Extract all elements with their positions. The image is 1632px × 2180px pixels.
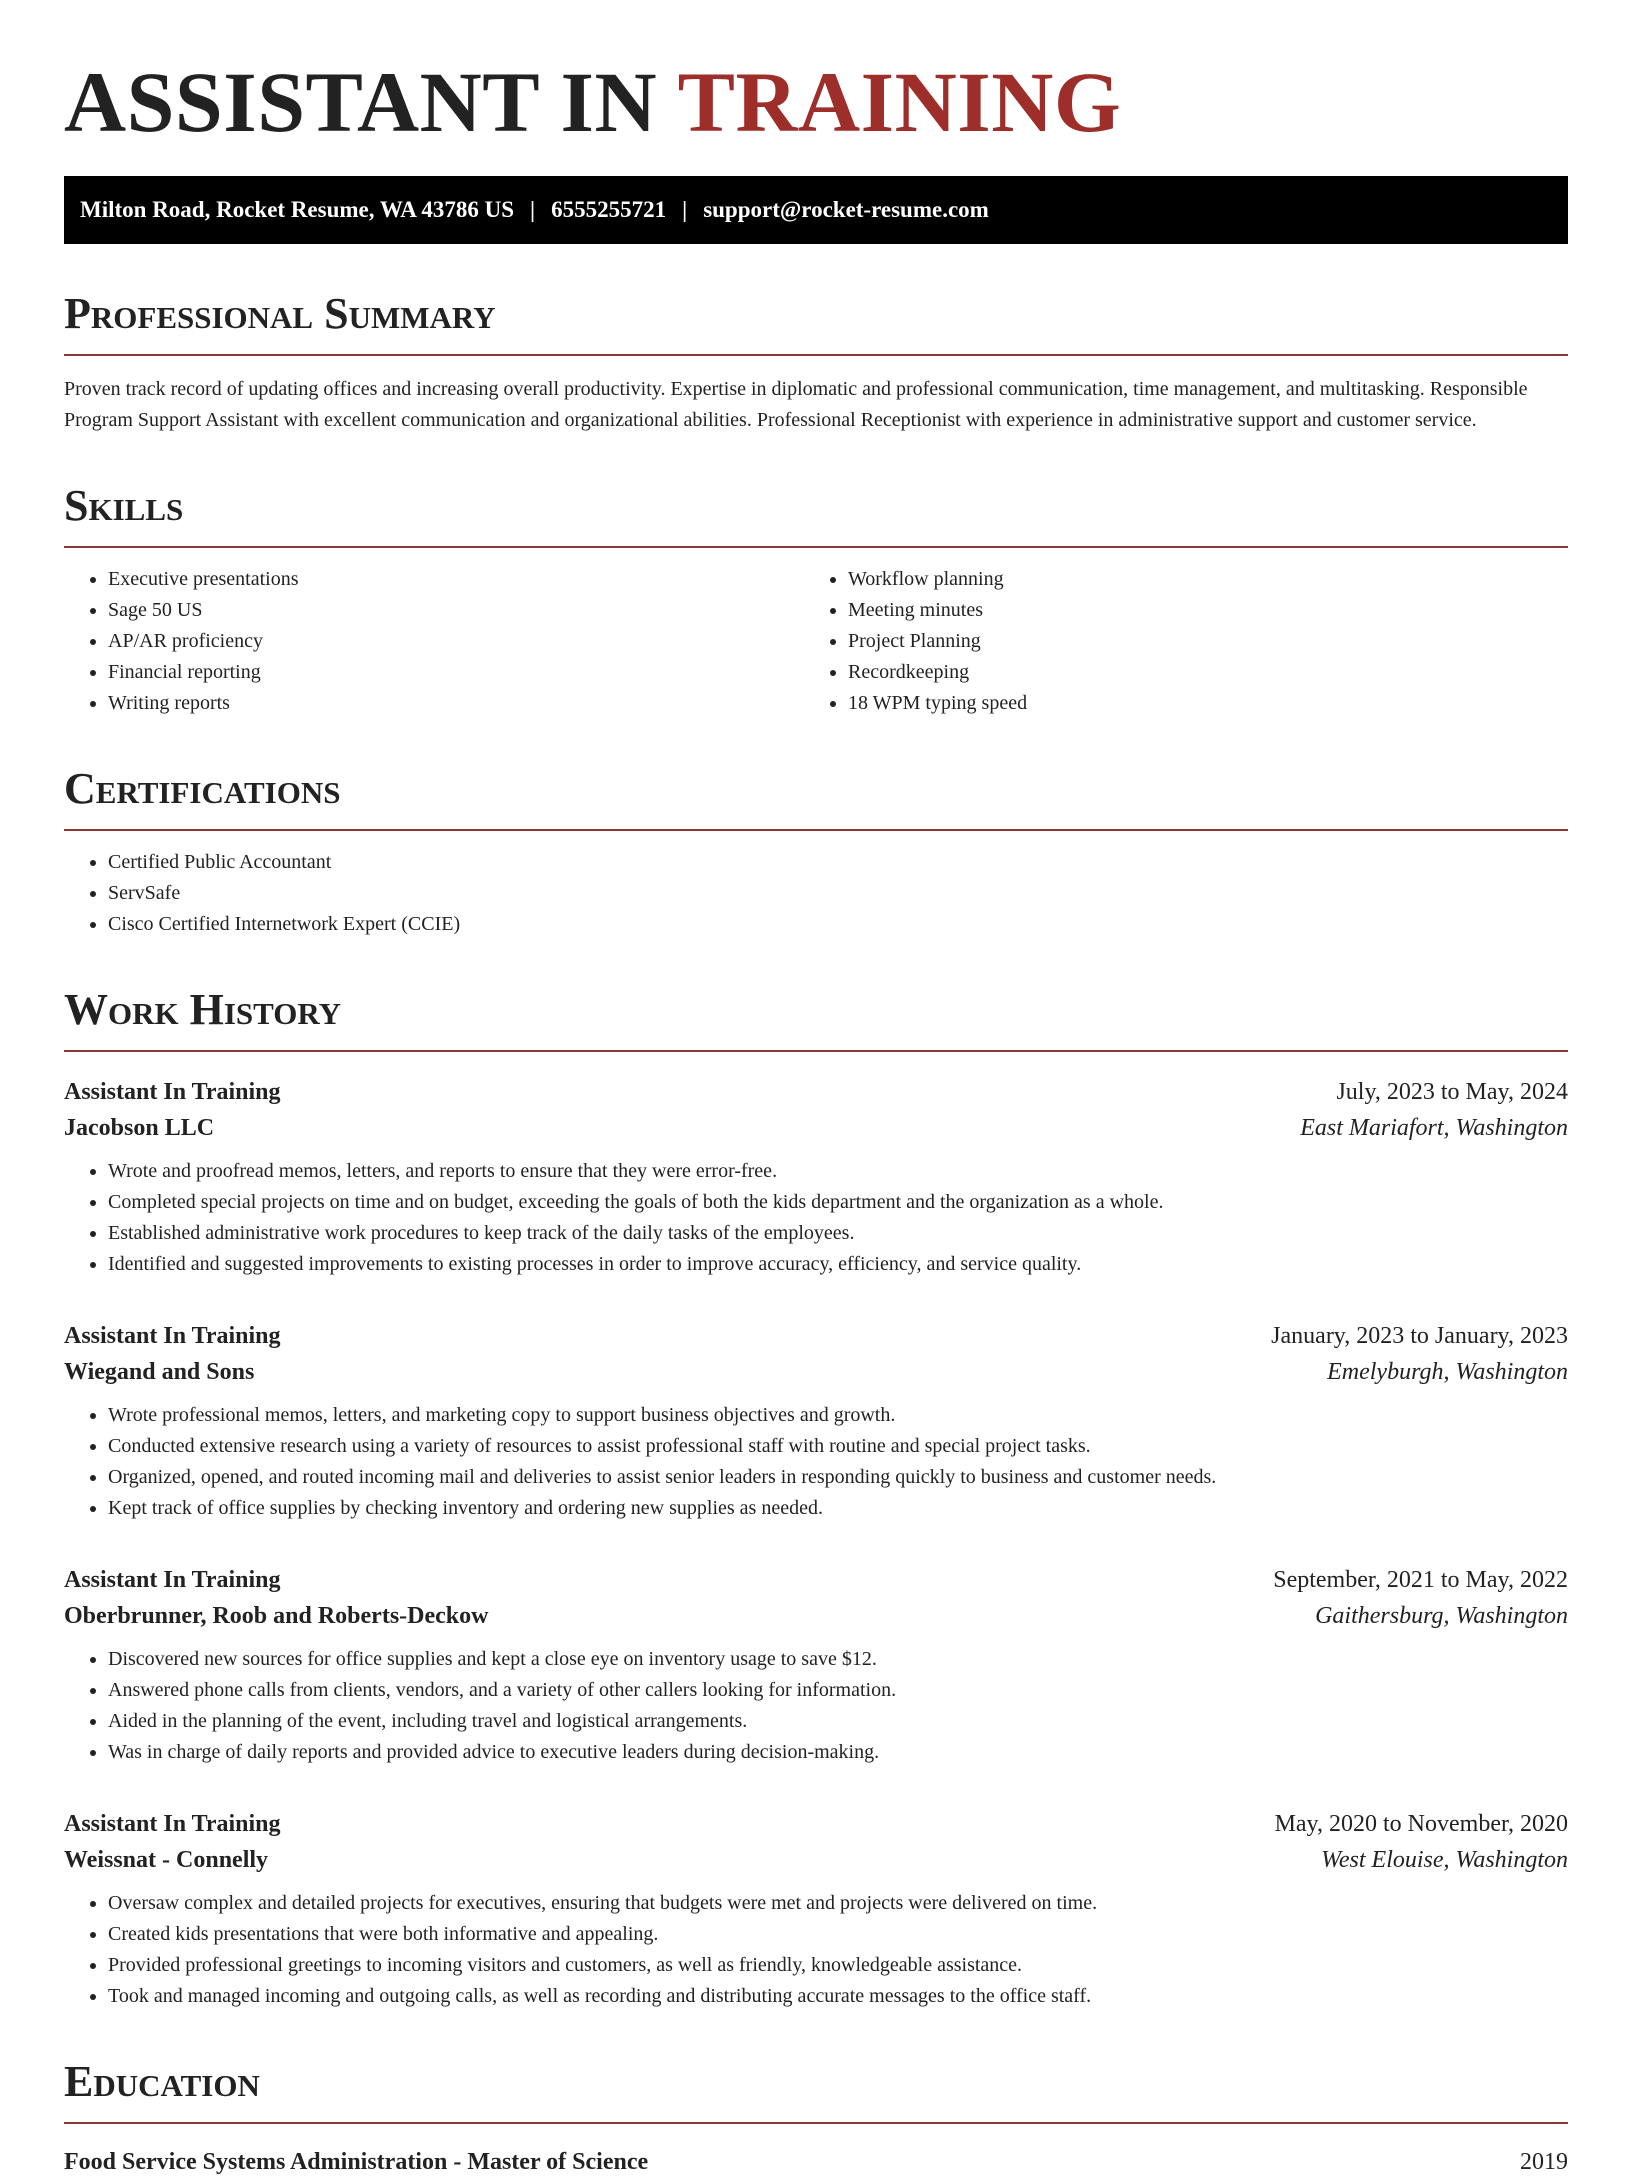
- job-entry: [64, 1318, 1568, 1524]
- title-accent: TRAINING: [677, 54, 1122, 150]
- job-bullet: • Created kids presentations that were both informative and appealing.: [108, 1919, 1568, 1950]
- contact-phone: 6555255721: [551, 197, 667, 222]
- job-header: [64, 1318, 1568, 1354]
- contact-email: support@rocket-resume.com: [703, 197, 989, 222]
- job-bullet: • Discovered new sources for office supplies and kept a close eye on inventory usage to save $12.: [108, 1644, 1568, 1675]
- summary-heading: Professional Summary: [64, 289, 496, 338]
- section-divider: [64, 1050, 1568, 1052]
- job-entry: [64, 1562, 1568, 1768]
- job-bullet: • Answered phone calls from clients, vendors, and a variety of other callers looking for information.: [108, 1675, 1568, 1706]
- job-title: Assistant In Training: [64, 1079, 281, 1105]
- summary-text: Proven track record of updating offices and increasing overall productivity. Expertise in diplomatic and professional communication, time management, and multitasking. Responsible Program Support Assistant with excellent communication and organizational abilities. Professional Receptionist with experience in administrative support and customer service.: [64, 378, 1528, 431]
- skill-item: • Writing reports: [108, 688, 804, 719]
- job-bullets: [64, 1888, 1568, 2012]
- job-subheader: [64, 1110, 1568, 1146]
- job-bullet: • Kept track of office supplies by checking inventory and ordering new supplies as needed.: [108, 1493, 1568, 1524]
- skills-heading: Skills: [64, 481, 184, 530]
- job-entry: [64, 1806, 1568, 2012]
- job-dates: September, 2021 to May, 2022: [1273, 1567, 1568, 1593]
- section-divider: [64, 829, 1568, 831]
- certifications-section: [64, 765, 1568, 940]
- job-bullet: • Wrote professional memos, letters, and marketing copy to support business objectives and growth.: [108, 1400, 1568, 1431]
- job-company: Jacobson LLC: [64, 1115, 215, 1141]
- job-location: West Elouise, Washington: [1321, 1847, 1568, 1873]
- job-location: East Mariafort, Washington: [1300, 1115, 1568, 1141]
- job-bullet: • Was in charge of daily reports and provided advice to executive leaders during decision-making.: [108, 1737, 1568, 1768]
- certification-item: • ServSafe: [108, 878, 1568, 909]
- skill-item: • Workflow planning: [848, 564, 1568, 595]
- contact-bar: [64, 176, 1568, 244]
- job-dates: January, 2023 to January, 2023: [1271, 1323, 1568, 1349]
- title-main: ASSISTANT IN: [64, 54, 658, 150]
- skill-item: • 18 WPM typing speed: [848, 688, 1568, 719]
- resume-title: [64, 0, 1568, 152]
- job-subheader: [64, 1842, 1568, 1878]
- contact-separator: |: [530, 197, 536, 222]
- job-location: Gaithersburg, Washington: [1315, 1603, 1568, 1629]
- contact-address: Milton Road, Rocket Resume, WA 43786 US: [80, 197, 515, 222]
- job-bullets: [64, 1156, 1568, 1280]
- job-bullet: • Provided professional greetings to incoming visitors and customers, as well as friendly, knowledgeable assistance.: [108, 1950, 1568, 1981]
- education-year: 2019: [1520, 2149, 1568, 2175]
- job-location: Emelyburgh, Washington: [1327, 1359, 1568, 1385]
- job-bullet: • Conducted extensive research using a variety of resources to assist professional staff with routine and special project tasks.: [108, 1431, 1568, 1462]
- section-divider: [64, 354, 1568, 356]
- job-header: [64, 1806, 1568, 1842]
- skill-item: • Sage 50 US: [108, 595, 804, 626]
- certifications-heading: Certifications: [64, 764, 341, 813]
- job-company: Wiegand and Sons: [64, 1359, 255, 1385]
- education-degree: Food Service Systems Administration - Master of Science: [64, 2149, 649, 2175]
- education-section: [64, 2058, 1568, 2180]
- job-entry: [64, 1074, 1568, 1280]
- skill-item: • Recordkeeping: [848, 657, 1568, 688]
- skills-section: [64, 482, 1568, 719]
- job-bullet: • Established administrative work procedures to keep track of the daily tasks of the employees.: [108, 1218, 1568, 1249]
- job-title: Assistant In Training: [64, 1811, 281, 1837]
- education-entry: [64, 2144, 1568, 2180]
- skill-item: • Meeting minutes: [848, 595, 1568, 626]
- job-title: Assistant In Training: [64, 1567, 281, 1593]
- job-subheader: [64, 1354, 1568, 1390]
- job-dates: May, 2020 to November, 2020: [1274, 1811, 1568, 1837]
- job-bullet: • Organized, opened, and routed incoming mail and deliveries to assist senior leaders in responding quickly to business and customer needs.: [108, 1462, 1568, 1493]
- job-bullets: [64, 1644, 1568, 1768]
- job-company: Oberbrunner, Roob and Roberts-Deckow: [64, 1603, 489, 1629]
- skills-list-right: [804, 564, 1568, 719]
- job-dates: July, 2023 to May, 2024: [1336, 1079, 1568, 1105]
- work-history-heading: Work History: [64, 985, 342, 1034]
- job-header: [64, 1562, 1568, 1598]
- job-title: Assistant In Training: [64, 1323, 281, 1349]
- education-heading: Education: [64, 2057, 260, 2106]
- job-bullet: • Took and managed incoming and outgoing calls, as well as recording and distributing accurate messages to the office staff.: [108, 1981, 1568, 2012]
- certification-item: • Cisco Certified Internetwork Expert (CCIE): [108, 909, 1568, 940]
- job-company: Weissnat - Connelly: [64, 1847, 269, 1873]
- summary-section: [64, 290, 1568, 436]
- contact-separator: |: [682, 197, 688, 222]
- skills-list-left: [64, 564, 804, 719]
- job-bullet: • Oversaw complex and detailed projects for executives, ensuring that budgets were met and projects were delivered on time.: [108, 1888, 1568, 1919]
- skill-item: • Executive presentations: [108, 564, 804, 595]
- certification-item: • Certified Public Accountant: [108, 847, 1568, 878]
- job-bullet: • Identified and suggested improvements to existing processes in order to improve accuracy, efficiency, and service quality.: [108, 1249, 1568, 1280]
- job-bullet: • Aided in the planning of the event, including travel and logistical arrangements.: [108, 1706, 1568, 1737]
- skill-item: • AP/AR proficiency: [108, 626, 804, 657]
- section-divider: [64, 2122, 1568, 2124]
- skills-grid: [64, 548, 1568, 719]
- job-bullet: • Completed special projects on time and on budget, exceeding the goals of both the kids department and the organization as a whole.: [108, 1187, 1568, 1218]
- certifications-list: [64, 847, 1568, 940]
- skill-item: • Financial reporting: [108, 657, 804, 688]
- job-bullet: • Wrote and proofread memos, letters, and reports to ensure that they were error-free.: [108, 1156, 1568, 1187]
- job-bullets: [64, 1400, 1568, 1524]
- job-header: [64, 1074, 1568, 1110]
- skill-item: • Project Planning: [848, 626, 1568, 657]
- job-subheader: [64, 1598, 1568, 1634]
- work-history-section: [64, 986, 1568, 2012]
